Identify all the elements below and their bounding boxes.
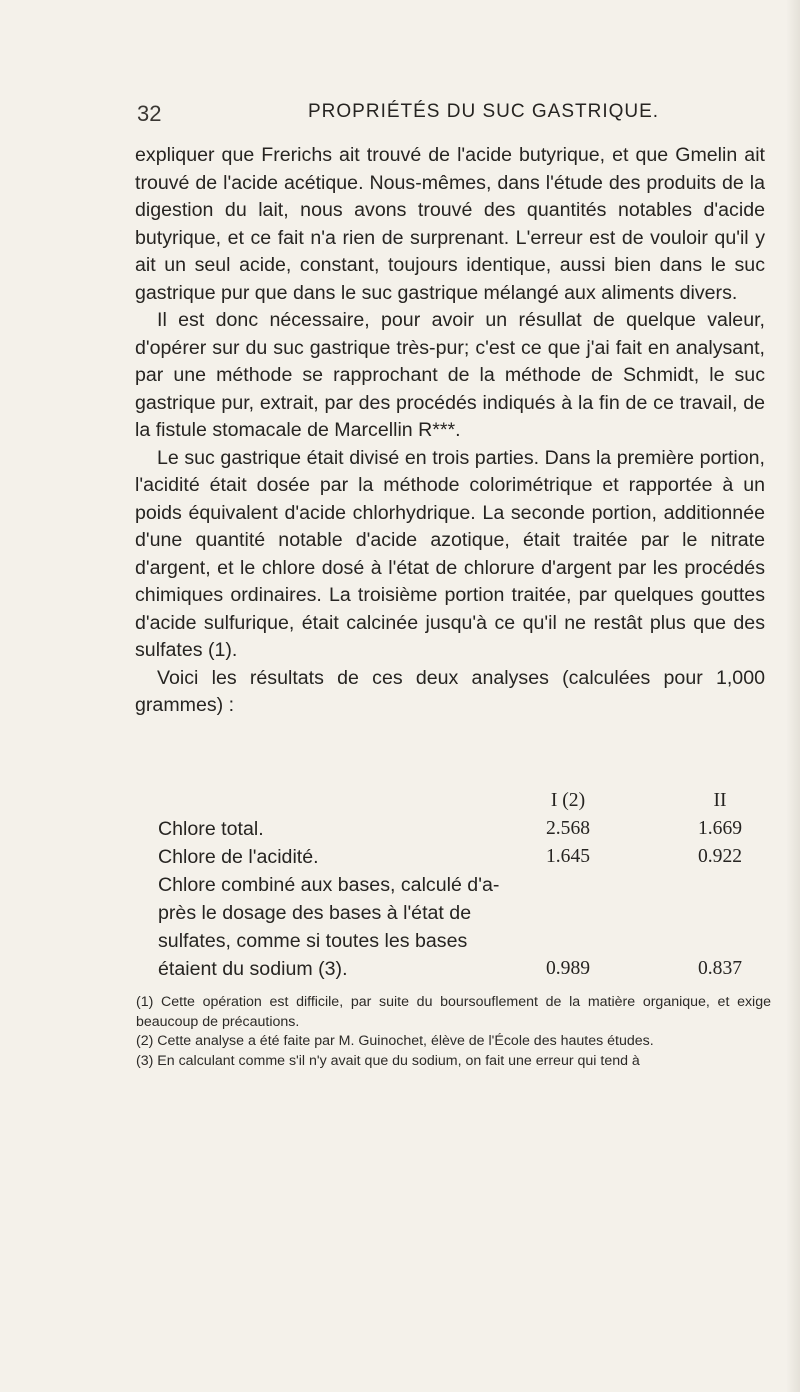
row-value-2: 0.837: [697, 958, 743, 979]
table-row-chlore-combine-line-3: [158, 927, 768, 955]
table-row-chlore-combine-line-4: [158, 955, 768, 983]
row-value-1: 0.989: [545, 958, 591, 979]
column-header-1: I (2): [550, 790, 586, 811]
row-value-1: 2.568: [545, 818, 591, 839]
table-row-chlore-total: [158, 815, 768, 843]
running-head: PROPRIÉTÉS DU SUC GASTRIQUE.: [308, 101, 660, 122]
table-row-chlore-acidite: [158, 843, 768, 871]
table-row-chlore-combine-line-1: [158, 871, 768, 899]
footnote-2: (2) Cette analyse a été faite par M. Guinochet, élève de l'École des hautes études.: [136, 1033, 654, 1049]
row-label: Chlore de l'acidité.: [158, 846, 319, 868]
page-header: [0, 101, 800, 131]
row-value-1: 1.645: [545, 846, 591, 867]
row-value-2: 1.669: [697, 818, 743, 839]
column-header-2: II: [713, 790, 727, 811]
row-label-line: sulfates, comme si toutes les bases: [158, 930, 468, 952]
paragraph-3: Le suc gastrique était divisé en trois parties. Dans la première portion, l'acidité était dosée par la méthode colorimétrique et rapportée à un poids équivalent d'acide chlorhydrique. La seconde portion, additionnée d'une quantité notable d'acide azotique, était traitée par le nitrate d'argent, et le chlore dosé à l'état de chlorure d'argent par les procédés chimiques ordinaires. La troisième portion traitée, par quelques gouttes d'acide sulfurique, était calcinée jusqu'à ce qu'il ne restât plus que des sulfates (1).: [135, 446, 765, 661]
footnote-1: (1) Cette opération est difficile, par suite du boursouflement de la matière organique, et exige beaucoup de précautions.: [136, 994, 771, 1030]
analysis-table: [158, 787, 768, 983]
paragraph-4: Voici les résultats de ces deux analyses (calculées pour 1,000 grammes) :: [135, 666, 765, 716]
page-number: 32: [137, 101, 162, 126]
row-value-2: 0.922: [697, 846, 743, 867]
page-edge-shadow: [786, 0, 800, 1392]
paragraph-1: expliquer que Frerichs ait trouvé de l'acide butyrique, et que Gmelin ait trouvé de l'acide acétique. Nous-mêmes, dans l'étude des produits de la digestion du lait, nous avons trouvé des quantités notables d'acide butyrique, et ce fait n'a rien de surprenant. L'erreur est de vouloir qu'il y ait un seul acide, constant, toujours identique, aussi bien dans le suc gastrique pur que dans le suc gastrique mélangé aux aliments divers.: [135, 144, 765, 304]
row-label: Chlore total.: [158, 818, 264, 840]
footnote-3: (3) En calculant comme s'il n'y avait que du sodium, on fait une erreur qui tend à: [136, 1052, 640, 1069]
body-text: [135, 142, 765, 720]
table-row-chlore-combine-line-2: [158, 899, 768, 927]
row-label-line: étaient du sodium (3).: [158, 958, 348, 980]
paragraph-2: Il est donc nécessaire, pour avoir un résullat de quelque valeur, d'opérer sur du suc gastrique très-pur; c'est ce que j'ai fait en analysant, par une méthode se rapprochant de la méthode de Schmidt, le suc gastrique pur, extrait, par des procédés indiqués à la fin de ce travail, de la fistule stomacale de Marcellin R***.: [135, 309, 765, 441]
footnotes: [136, 993, 771, 1071]
row-label-line: près le dosage des bases à l'état de: [158, 902, 472, 924]
table-header-row: [158, 787, 768, 815]
row-label-line: Chlore combiné aux bases, calculé d'a-: [158, 874, 500, 896]
